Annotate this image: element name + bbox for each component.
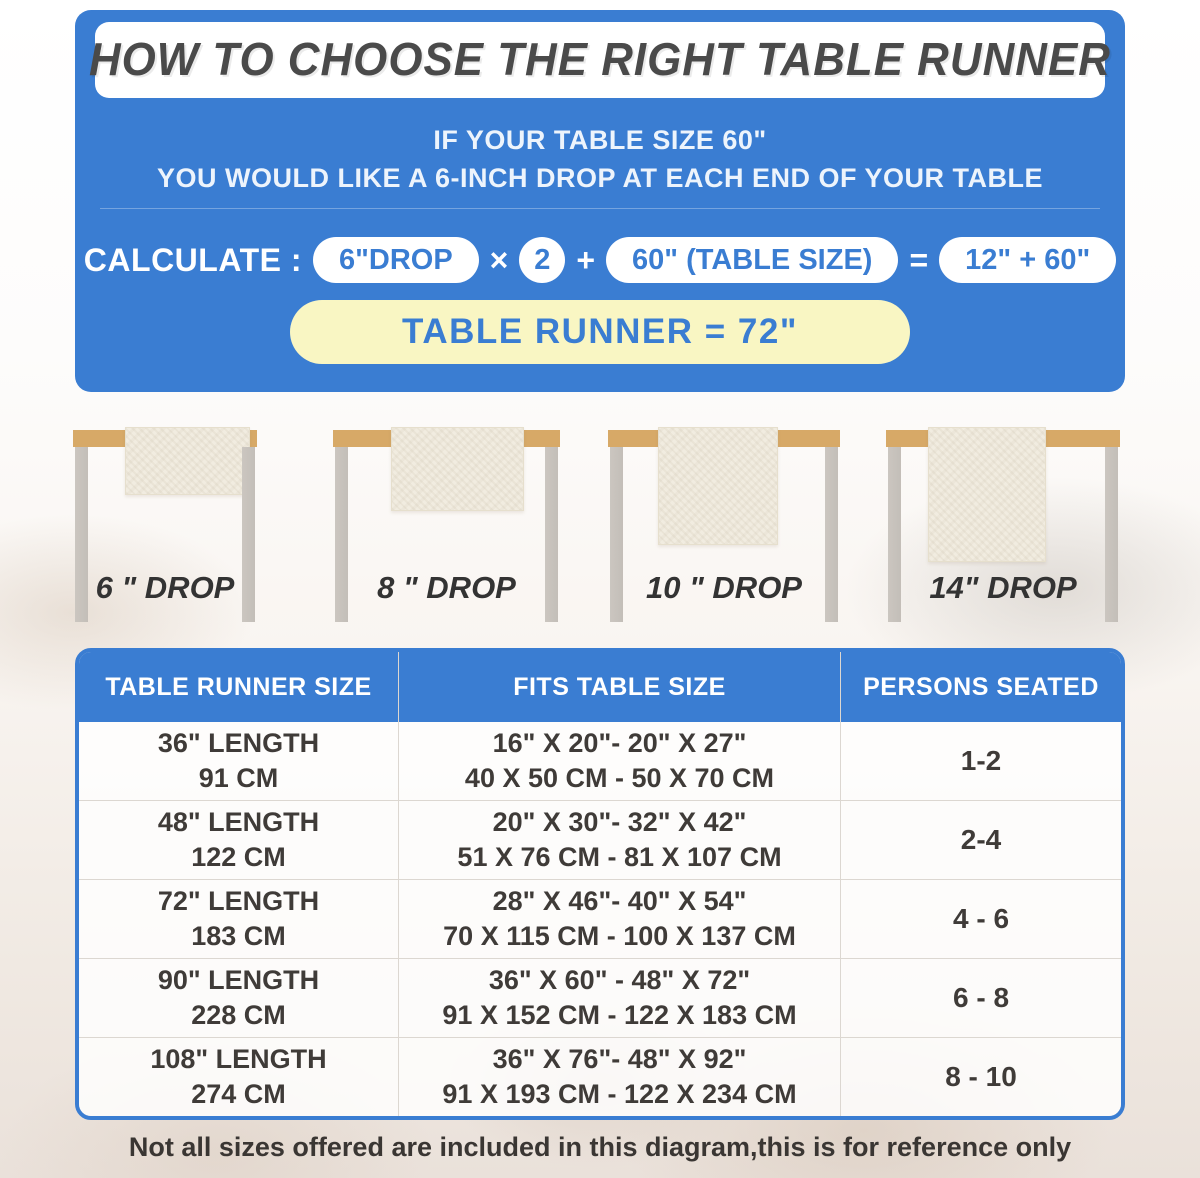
header-cell-fits-size: FITS TABLE SIZE xyxy=(399,652,841,722)
persons-count: 8 - 10 xyxy=(945,1060,1017,1092)
cell-persons xyxy=(841,880,1121,958)
drop-pill: 6"DROP xyxy=(313,237,479,283)
cell-persons xyxy=(841,801,1121,879)
table-size-pill: 60" (TABLE SIZE) xyxy=(606,237,898,283)
fits-size-cm: 91 X 152 CM - 122 X 183 CM xyxy=(442,1000,797,1030)
cell-fits-size xyxy=(399,959,841,1037)
sum-pill: 12" + 60" xyxy=(939,237,1116,283)
runner-size-cm: 183 CM xyxy=(191,921,286,951)
drop-figure-6in xyxy=(73,392,257,632)
persons-count: 4 - 6 xyxy=(952,902,1010,934)
fits-size-inches: 36" X 60" - 48" X 72" xyxy=(488,964,751,995)
runner-result-pill: TABLE RUNNER = 72" xyxy=(290,300,910,364)
fits-size-cm: 91 X 193 CM - 122 X 234 CM xyxy=(442,1079,797,1109)
runner-cloth xyxy=(391,427,524,511)
cell-runner-size xyxy=(79,880,399,958)
cell-persons xyxy=(841,1038,1121,1116)
runner-size-cm: 91 CM xyxy=(198,763,279,793)
calculate-row xyxy=(75,236,1125,284)
hero-divider xyxy=(100,208,1100,209)
plus-sign: + xyxy=(576,241,596,278)
header-cell-runner-size: TABLE RUNNER SIZE xyxy=(79,652,399,722)
runner-size-inches: 72" LENGTH xyxy=(157,885,320,916)
cell-persons xyxy=(841,722,1121,800)
drop-label: 10 " DROP xyxy=(646,570,802,605)
equals-sign: = xyxy=(909,241,929,278)
table-body xyxy=(79,722,1121,1116)
cell-fits-size xyxy=(399,801,841,879)
cell-runner-size xyxy=(79,801,399,879)
hero-panel xyxy=(75,10,1125,392)
cell-persons xyxy=(841,959,1121,1037)
table-row xyxy=(79,800,1121,879)
drop-figure-14in xyxy=(886,392,1120,632)
fits-size-cm: 51 X 76 CM - 81 X 107 CM xyxy=(457,842,782,872)
subtitle-line-2: YOU WOULD LIKE A 6-INCH DROP AT EACH END OF YOUR TABLE xyxy=(156,163,1044,193)
calculate-label: CALCULATE : xyxy=(83,241,302,278)
runner-size-cm: 228 CM xyxy=(191,1000,286,1030)
persons-count: 1-2 xyxy=(960,744,1002,776)
table-row xyxy=(79,958,1121,1037)
cell-runner-size xyxy=(79,959,399,1037)
fits-size-cm: 40 X 50 CM - 50 X 70 CM xyxy=(464,763,775,793)
fits-size-inches: 36" X 76"- 48" X 92" xyxy=(492,1043,747,1074)
runner-cloth xyxy=(928,427,1046,562)
cell-fits-size xyxy=(399,1038,841,1116)
drop-label: 6 " DROP xyxy=(95,570,235,605)
runner-size-cm: 122 CM xyxy=(191,842,286,872)
drop-figure-10in xyxy=(608,392,840,632)
title-box xyxy=(89,22,1111,98)
table-row xyxy=(79,722,1121,800)
table-row xyxy=(79,879,1121,958)
footer-note: Not all sizes offered are included in this diagram,this is for reference only xyxy=(128,1132,1072,1162)
persons-count: 6 - 8 xyxy=(952,981,1010,1013)
persons-count: 2-4 xyxy=(960,823,1002,855)
cell-fits-size xyxy=(399,722,841,800)
runner-cloth xyxy=(658,427,778,545)
runner-size-inches: 90" LENGTH xyxy=(157,964,320,995)
cell-runner-size xyxy=(79,722,399,800)
header-cell-persons: PERSONS SEATED xyxy=(863,672,1099,701)
multiplier-badge: 2 xyxy=(519,237,565,283)
runner-size-inches: 36" LENGTH xyxy=(157,727,320,758)
page-title: HOW TO CHOOSE THE RIGHT TABLE RUNNER xyxy=(89,33,1111,86)
drop-figures-section xyxy=(0,392,1200,648)
fits-size-cm: 70 X 115 CM - 100 X 137 CM xyxy=(443,921,796,951)
fits-size-inches: 28" X 46"- 40" X 54" xyxy=(492,885,747,916)
fits-size-inches: 16" X 20"- 20" X 27" xyxy=(492,727,747,758)
runner-size-inches: 108" LENGTH xyxy=(150,1043,327,1074)
table-header-row xyxy=(79,652,1121,722)
multiply-sign: × xyxy=(489,241,509,278)
cell-runner-size xyxy=(79,1038,399,1116)
runner-size-cm: 274 CM xyxy=(191,1079,286,1109)
table-row xyxy=(79,1037,1121,1116)
runner-size-inches: 48" LENGTH xyxy=(157,806,320,837)
drop-label: 8 " DROP xyxy=(377,570,516,605)
cell-fits-size xyxy=(399,880,841,958)
size-table-panel xyxy=(75,648,1125,1120)
runner-cloth xyxy=(125,427,250,495)
drop-figure-8in xyxy=(333,392,560,632)
subtitle-line-1: IF YOUR TABLE SIZE 60" xyxy=(433,125,767,155)
fits-size-inches: 20" X 30"- 32" X 42" xyxy=(492,806,747,837)
drop-label: 14" DROP xyxy=(929,570,1077,605)
